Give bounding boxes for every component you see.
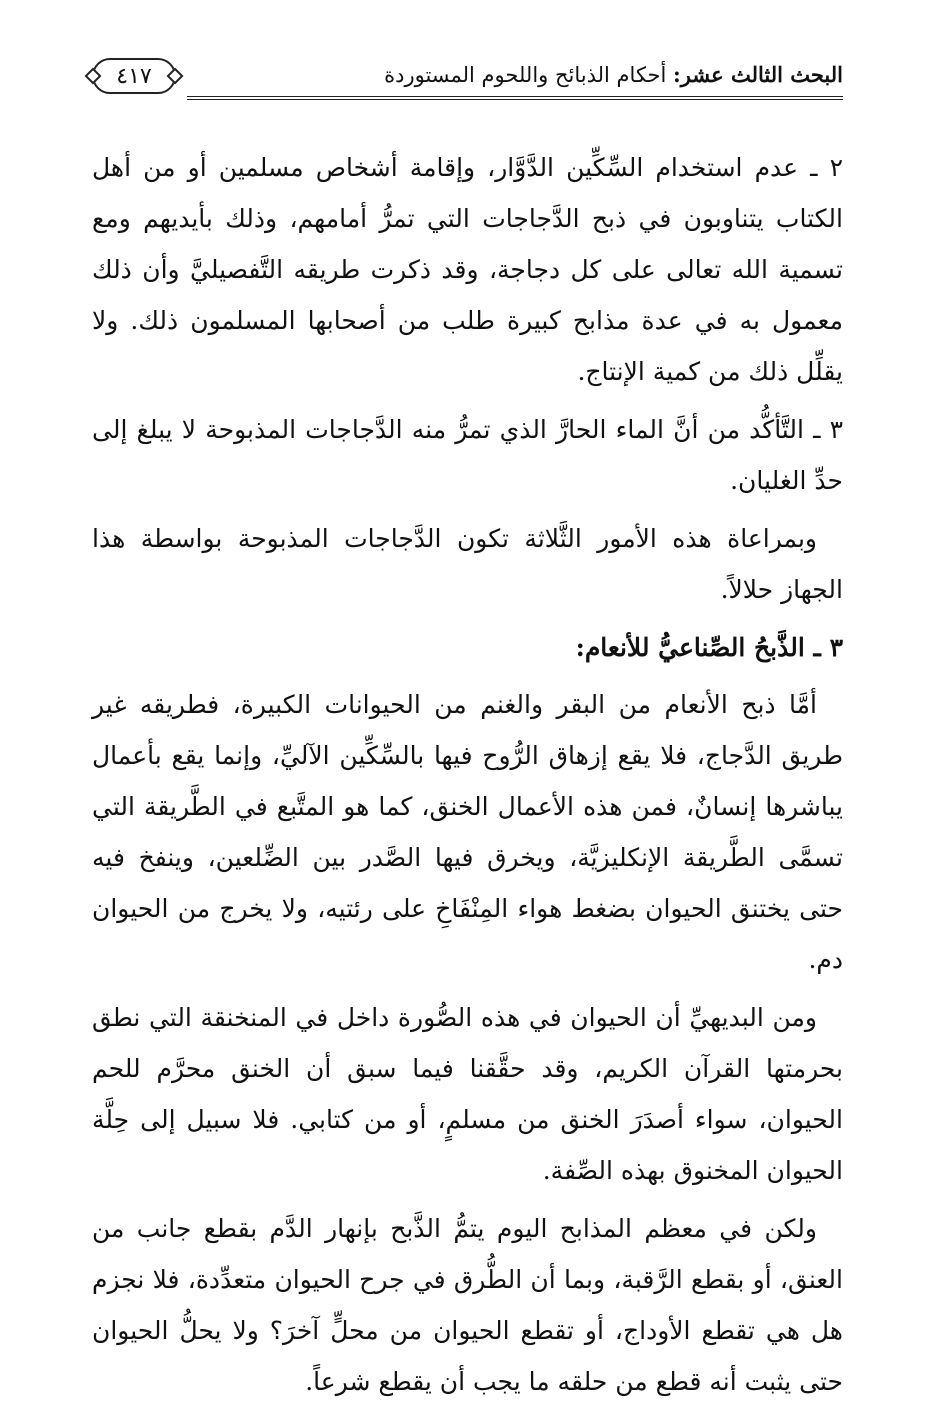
chapter-title	[384, 62, 843, 87]
page-number-text: ٤١٧	[116, 63, 152, 89]
paragraph-condition-3: ٣ ـ التَّأكُّد من أنَّ الماء الحارَّ الذي تمرُّ منه الدَّجاجات المذبوحة لا يبلغ إلى حدِّ الغليان.	[92, 415, 843, 495]
paragraph-condition-2: ٢ ـ عدم استخدام السِّكِّين الدَّوَّار، وإقامة أشخاص مسلمين أو من أهل الكتاب يتناوبون في ذبح الدَّجاجات التي تمرُّ أمامهم، وذلك بأيديهم ومع تسمية الله تعالى على كل دجاجة، وقد ذكرت طريقه التَّفصيليَّ وأن ذلك معمول به في عدة مذابح كبيرة طلب من أصحابها المسلمون ذلك. ولا يقلِّل ذلك من كمية الإنتاج.	[92, 153, 843, 386]
paragraph-conclusion: وبمراعاة هذه الأمور الثَّلاثة تكون الدَّجاجات المذبوحة بواسطة هذا الجهاز حلالاً.	[92, 524, 843, 604]
paragraph-livestock-slaughter: أمَّا ذبح الأنعام من البقر والغنم من الحيوانات الكبيرة، فطريقه غير طريق الدَّجاج، فلا يقع إزهاق الرُّوح فيها بالسِّكِّين الآليِّ، وإنما يقع بأعمال يباشرها إنسانٌ، فمن هذه الأعمال الخنق، كما هو المتَّبع في الطَّريقة التي تسمَّى الطَّريقة الإنكليزيَّة، ويخرق فيها الصَّدر بين الضِّلعين، وينفخ فيه حتى يختنق الحيوان بضغط هواء المِنْفَاخِ على رئتيه، ولا يخرج من الحيوان دم.	[92, 690, 843, 974]
paragraph-modern-slaughterhouses: ولكن في معظم المذابح اليوم يتمُّ الذَّبح بإنهار الدَّم بقطع جانب من العنق، أو بقطع الرَّقبة، وبما أن الطُّرق في جرح الحيوان متعدِّدة، فلا نجزم هل هي تقطع الأوداج، أو تقطع الحيوان من محلٍّ آخرَ؟ ولا يحلُّ الحيوان حتى يثبت أنه قطع من حلقه ما يجب أن يقطع شرعاً.	[92, 1214, 843, 1396]
section-heading: ٣ ـ الذَّبحُ الصِّناعيُّ للأنعام:	[575, 633, 843, 662]
paragraph-strangulation-ruling: ومن البديهيِّ أن الحيوان في هذه الصُّورة داخل في المنخنقة التي نطق بحرمتها القرآن الكريم، وقد حقَّقنا فيما سبق أن الخنق محرَّم للحم الحيوان، سواء أصدَرَ الخنق من مسلمٍ، أو من كتابي. فلا سبيل إلى حِلَّة الحيوان المخنوق بهذه الصِّفة.	[92, 1003, 843, 1185]
header-divider	[187, 96, 843, 100]
running-header	[92, 52, 843, 102]
chapter-title-bold: البحث الثالث عشر:	[673, 62, 843, 87]
page-body	[92, 142, 843, 1414]
page-number	[92, 58, 176, 94]
chapter-title-subject: أحكام الذبائح واللحوم المستوردة	[384, 63, 674, 87]
